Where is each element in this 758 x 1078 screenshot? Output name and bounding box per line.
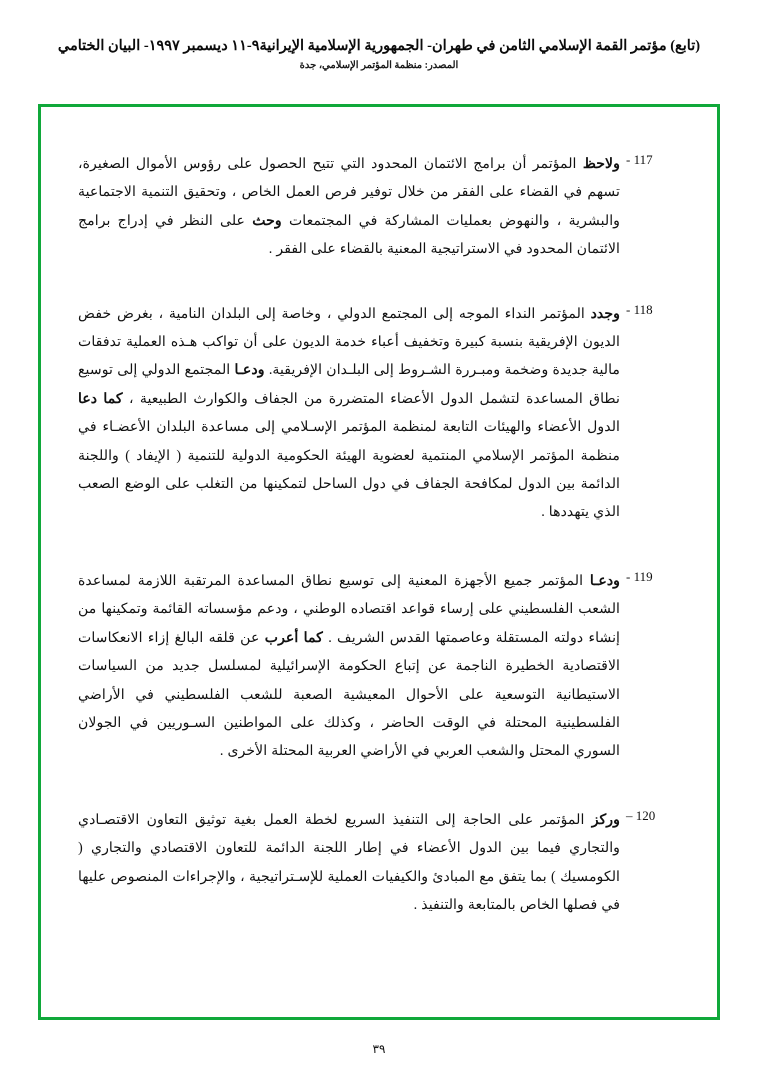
paragraph-number: 120 –: [626, 807, 656, 823]
paragraph-text: وجدد المؤتمر النداء الموجه إلى المجتمع الدولي ، وخاصة إلى البلدان النامية ، بغرض خفض الديون الإفريقية بنسبة كبيرة وتخفيف أعباء خدمة الديون على أن تواكب هـذه العملية تدفقات مالية جديدة وضخمة ومبـررة الشـروط إلى البلـدان الإفريقية. ودعـا المجتمع الدولي إلى توسيع نطاق المساعدة لتشمل الدول الأعضاء المتضررة من الجفاف والكوارث الطبيعية ، كما دعا الدول الأعضاء والهيئات التابعة لمنظمة المؤتمر الإسـلامي إلى مساعدة البلدان الأعضـاء في منظمة المؤتمر الإسلامي المنتمية لعضوية الهيئة الحكومية الدولية للتنمية ( الإيفاد ) واللجنة الدائمة بين الدول لمكافحة الجفاف في دول الساحل لتمكينها من التغلب على الوضع الصعب الذي يتهددها .: [78, 305, 620, 521]
paragraph-number: 119 -: [626, 568, 653, 584]
paragraph-number: 117 -: [626, 152, 653, 167]
page-number: ٣٩: [372, 1042, 386, 1056]
paragraph-number: 118 -: [626, 301, 653, 317]
paragraph-117: [78, 150, 680, 264]
paragraph-text: ودعـا المؤتمر جميع الأجهزة المعنية إلى توسيع نطاق المساعدة المرتقبة اللازمة لمساعدة الشعب الفلسطيني على إرساء قواعد اقتصاده الوطني ، ودعم مؤسساته القائمة وتمكينها من إنشاء دولته المستقلة وعاصمتها القدس الشريف . كما أعرب عن قلقه البالغ إزاء الانعكاسات الاقتصادية الخطيرة الناجمة عن إتباع الحكومة الإسرائيلية لمسلسل جديد من السياسات الاستيطانية التوسعية على الأحوال المعيشية الصعبة للشعب الفلسطيني في الأراضي الفلسطينية المحتلة في الوقت الحاضر ، وكذلك على المواطنين السـوريين في الجولان السوري المحتل والشعب العربي في الأراضي العربية المحتلة الأخرى .: [78, 572, 620, 760]
paragraph-119: [78, 567, 680, 766]
header-source: المصدر: منظمة المؤتمر الإسلامي، جدة: [299, 60, 459, 71]
paragraph-118: [78, 300, 680, 527]
paragraph-text: ولاحظ المؤتمر أن برامج الائتمان المحدود التي تتيح الحصول على رؤوس الأموال الصغيرة، تسهم في القضاء على الفقر من خلال توفير فرص العمل الخاص ، وتحقيق التنمية الاجتماعية والبشرية ، والنهوض بعمليات المشاركة في المجتمعات وحث على النظر في إدراج برامج الائتمان المحدود في الاستراتيجية المعنية بالقضاء على الفقر .: [78, 156, 621, 258]
paragraph-text: وركز المؤتمر على الحاجة إلى التنفيذ السريع لخطة العمل بغية توثيق التعاون الاقتصـادي والتجاري فيما بين الدول الأعضاء في إطار اللجنة الدائمة للتعاون الاقتصادي والتجاري ( الكومسيك ) بما يتفق مع المبادئ والكيفيات العملية للإسـتراتيجية ، والإجراءات المنصوص عليها في فصلها الخاص بالمتابعة والتنفيذ .: [78, 811, 620, 913]
paragraph-120: [78, 806, 680, 920]
document-body: [78, 150, 680, 919]
page-header: [0, 38, 758, 71]
header-title: (تابع) مؤتمر القمة الإسلامي الثامن في طهران- الجمهورية الإسلامية الإيرانية٩-١١ ديسمبر ١٩٩٧- البيان الختامي: [57, 38, 701, 54]
